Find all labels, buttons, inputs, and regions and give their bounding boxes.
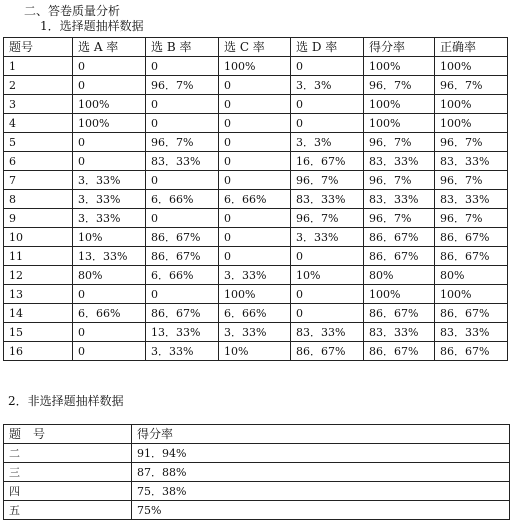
- table-cell: 3．33%: [73, 209, 146, 228]
- table-cell: 96．7%: [435, 76, 508, 95]
- table-cell: 96．7%: [364, 76, 435, 95]
- table-cell: 83．33%: [291, 323, 364, 342]
- table-cell: 13．33%: [73, 247, 146, 266]
- column-header: 选 C 率: [219, 38, 291, 57]
- table-cell: 9: [4, 209, 73, 228]
- table-cell: 83．33%: [364, 152, 435, 171]
- table-cell: 4: [4, 114, 73, 133]
- table-cell: 86．67%: [364, 342, 435, 361]
- table-cell: 6: [4, 152, 73, 171]
- table-cell: 0: [146, 95, 219, 114]
- table-cell: 0: [219, 114, 291, 133]
- table-cell: 0: [146, 285, 219, 304]
- table-row: [4, 501, 510, 520]
- table-cell: 83．33%: [364, 190, 435, 209]
- table-cell: 10%: [73, 228, 146, 247]
- table-cell: 96．7%: [146, 76, 219, 95]
- table-cell: 83．33%: [435, 190, 508, 209]
- table-cell: 16．67%: [291, 152, 364, 171]
- table-cell: 二: [4, 444, 132, 463]
- table-row: [4, 152, 508, 171]
- table-row: [4, 482, 510, 501]
- table-row: [4, 463, 510, 482]
- column-header: 正确率: [435, 38, 508, 57]
- table-cell: 0: [291, 304, 364, 323]
- column-header: 选 B 率: [146, 38, 219, 57]
- table-cell: 15: [4, 323, 73, 342]
- table-cell: 87．88%: [132, 463, 510, 482]
- table-cell: 96．7%: [364, 133, 435, 152]
- table-cell: 3．3%: [291, 76, 364, 95]
- table-cell: 83．33%: [146, 152, 219, 171]
- table-cell: 100%: [435, 57, 508, 76]
- table-cell: 13．33%: [146, 323, 219, 342]
- table-cell: 3．33%: [291, 228, 364, 247]
- table-row: [4, 57, 508, 76]
- table-cell: 0: [73, 285, 146, 304]
- table-cell: 96．7%: [146, 133, 219, 152]
- table-cell: 83．33%: [364, 323, 435, 342]
- table-row: [4, 190, 508, 209]
- table-cell: 96．7%: [364, 171, 435, 190]
- table-cell: 0: [291, 57, 364, 76]
- table-cell: 100%: [364, 114, 435, 133]
- column-header: 选 D 率: [291, 38, 364, 57]
- table-cell: 3．33%: [219, 266, 291, 285]
- table-cell: 12: [4, 266, 73, 285]
- table-cell: 0: [219, 152, 291, 171]
- table-cell: 100%: [364, 57, 435, 76]
- table-cell: 0: [291, 285, 364, 304]
- table-cell: 0: [73, 57, 146, 76]
- table-cell: 0: [219, 209, 291, 228]
- table-cell: 100%: [73, 114, 146, 133]
- table-cell: 0: [219, 228, 291, 247]
- table-cell: 5: [4, 133, 73, 152]
- table-cell: 100%: [73, 95, 146, 114]
- table-cell: 11: [4, 247, 73, 266]
- table-header-row: [4, 38, 508, 57]
- column-header: 题 号: [4, 425, 132, 444]
- table-cell: 3．3%: [291, 133, 364, 152]
- table-cell: 0: [219, 171, 291, 190]
- table-cell: 86．67%: [364, 247, 435, 266]
- table-cell: 100%: [435, 114, 508, 133]
- table-cell: 0: [146, 171, 219, 190]
- table-row: [4, 228, 508, 247]
- column-header: 选 A 率: [73, 38, 146, 57]
- table-cell: 86．67%: [364, 304, 435, 323]
- table-cell: 86．67%: [146, 247, 219, 266]
- table-row: [4, 285, 508, 304]
- table-cell: 3．33%: [73, 190, 146, 209]
- table-row: [4, 304, 508, 323]
- table-cell: 100%: [364, 95, 435, 114]
- table-cell: 80%: [364, 266, 435, 285]
- table-cell: 96．7%: [435, 133, 508, 152]
- table-row: [4, 95, 508, 114]
- table-header-row: [4, 425, 510, 444]
- table-cell: 三: [4, 463, 132, 482]
- subjective-data-table: [3, 424, 510, 520]
- table-cell: 96．7%: [435, 209, 508, 228]
- table-cell: 80%: [73, 266, 146, 285]
- table-cell: 86．67%: [435, 342, 508, 361]
- table-row: [4, 247, 508, 266]
- table-cell: 6．66%: [219, 190, 291, 209]
- table-cell: 0: [146, 57, 219, 76]
- table-cell: 0: [73, 76, 146, 95]
- table-cell: 0: [291, 114, 364, 133]
- table-cell: 3: [4, 95, 73, 114]
- table-cell: 86．67%: [146, 228, 219, 247]
- section-title: 二、答卷质量分析: [24, 4, 121, 18]
- table-cell: 100%: [219, 285, 291, 304]
- table-cell: 0: [219, 247, 291, 266]
- table-cell: 96．7%: [364, 209, 435, 228]
- table-cell: 6．66%: [219, 304, 291, 323]
- table-row: [4, 266, 508, 285]
- table-cell: 3．33%: [219, 323, 291, 342]
- table-cell: 100%: [219, 57, 291, 76]
- table-row: [4, 444, 510, 463]
- subjective-section-title: 2．非选择题抽样数据: [8, 394, 124, 408]
- table-cell: 7: [4, 171, 73, 190]
- table-cell: 86．67%: [435, 228, 508, 247]
- table-cell: 83．33%: [435, 152, 508, 171]
- table-row: [4, 209, 508, 228]
- table-cell: 86．67%: [146, 304, 219, 323]
- table-cell: 0: [146, 209, 219, 228]
- table-cell: 96．7%: [291, 171, 364, 190]
- table-cell: 四: [4, 482, 132, 501]
- table-cell: 6．66%: [146, 266, 219, 285]
- table-cell: 86．67%: [364, 228, 435, 247]
- table-cell: 80%: [435, 266, 508, 285]
- choice-data-table: [3, 37, 508, 361]
- table-cell: 75．38%: [132, 482, 510, 501]
- table-cell: 0: [146, 114, 219, 133]
- table-cell: 96．7%: [435, 171, 508, 190]
- table-cell: 86．67%: [435, 304, 508, 323]
- table-cell: 10%: [219, 342, 291, 361]
- table-cell: 100%: [435, 285, 508, 304]
- table-cell: 13: [4, 285, 73, 304]
- column-header: 得分率: [132, 425, 510, 444]
- table-cell: 6．66%: [146, 190, 219, 209]
- table-cell: 0: [219, 76, 291, 95]
- column-header: 得分率: [364, 38, 435, 57]
- table-cell: 8: [4, 190, 73, 209]
- table-cell: 3．33%: [73, 171, 146, 190]
- table-cell: 83．33%: [435, 323, 508, 342]
- table-cell: 0: [73, 152, 146, 171]
- table-cell: 0: [73, 133, 146, 152]
- table-cell: 3．33%: [146, 342, 219, 361]
- table-cell: 1: [4, 57, 73, 76]
- table-row: [4, 323, 508, 342]
- table-cell: 75%: [132, 501, 510, 520]
- table-cell: 100%: [435, 95, 508, 114]
- table-row: [4, 76, 508, 95]
- table-row: [4, 133, 508, 152]
- table-cell: 6．66%: [73, 304, 146, 323]
- table-cell: 96．7%: [291, 209, 364, 228]
- table-cell: 14: [4, 304, 73, 323]
- table-cell: 83．33%: [291, 190, 364, 209]
- table-cell: 91．94%: [132, 444, 510, 463]
- column-header: 题号: [4, 38, 73, 57]
- table-cell: 10%: [291, 266, 364, 285]
- table-row: [4, 114, 508, 133]
- table-cell: 86．67%: [291, 342, 364, 361]
- table-row: [4, 342, 508, 361]
- table-cell: 100%: [364, 285, 435, 304]
- table-cell: 2: [4, 76, 73, 95]
- table-row: [4, 171, 508, 190]
- table-cell: 0: [73, 342, 146, 361]
- choice-section-title: 1．选择题抽样数据: [40, 19, 144, 33]
- table-cell: 五: [4, 501, 132, 520]
- table-cell: 86．67%: [435, 247, 508, 266]
- table-cell: 0: [73, 323, 146, 342]
- table-cell: 0: [219, 95, 291, 114]
- table-cell: 0: [291, 95, 364, 114]
- table-cell: 0: [291, 247, 364, 266]
- table-cell: 16: [4, 342, 73, 361]
- table-cell: 10: [4, 228, 73, 247]
- table-cell: 0: [219, 133, 291, 152]
